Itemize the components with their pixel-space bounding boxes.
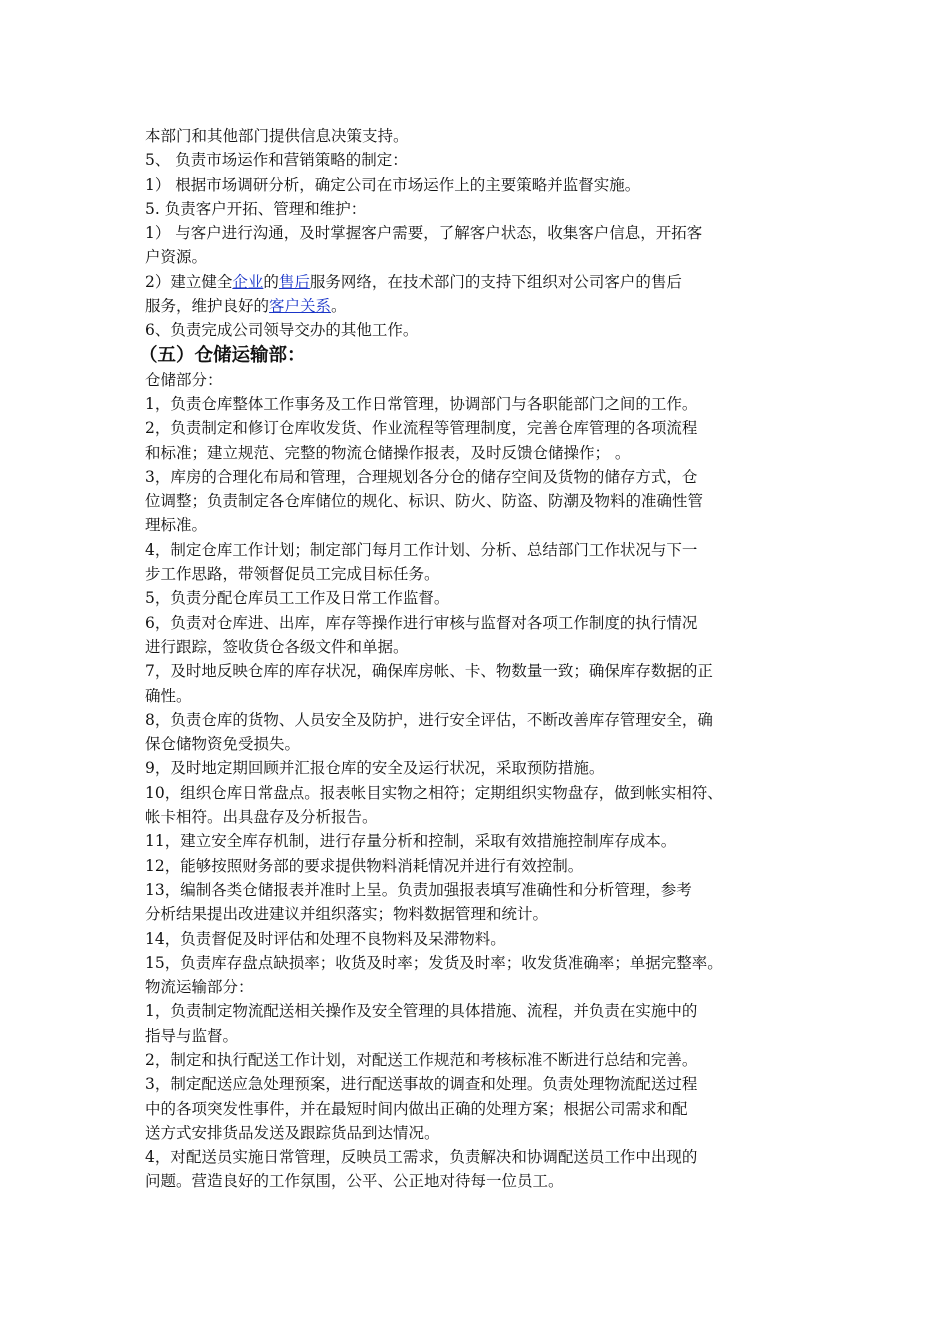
text-fragment: 服务网络，在技术部门的支持下组织对公司客户的售后 (309, 272, 682, 291)
link-customer-relation[interactable]: 客户关系 (269, 297, 332, 316)
text-line: 理标准。 (145, 516, 208, 535)
text-line: 5、 负责市场运作和营销策略的制定： (145, 151, 408, 170)
text-line: 1） 与客户进行沟通，及时掌握客户需要，了解客户状态，收集客户信息，开拓客 (145, 224, 703, 243)
text-line: 和标准；建立规范、完整的物流仓储操作报表，及时反馈仓储操作； 。 (145, 443, 631, 462)
text-line: 送方式安排货品发送及跟踪货品到达情况。 (145, 1123, 440, 1142)
logistics-lines (145, 999, 813, 1193)
text-line: 1） 根据市场调研分析，确定公司在市场运作上的主要策略并监督实施。 (145, 175, 641, 194)
text-line: 6、负责完成公司领导交办的其他工作。 (145, 321, 419, 340)
text-line: 11，建立安全库存机制，进行存量分析和控制，采取有效措施控制库存成本。 (145, 832, 677, 851)
link-aftersales[interactable]: 售后 (278, 272, 310, 291)
link-enterprise[interactable]: 企业 (232, 272, 264, 291)
text-line: 2，制定和执行配送工作计划，对配送工作规范和考核标准不断进行总结和完善。 (145, 1050, 698, 1069)
text-fragment: 服务，维护良好的 (145, 297, 270, 316)
subsection-title-warehouse: 仓储部分： (145, 370, 223, 389)
text-line: 位调整；负责制定各仓库储位的规化、标识、防火、防盗、防潮及物料的准确性管 (145, 492, 704, 511)
text-line: 3，制定配送应急处理预案，进行配送事故的调查和处理。负责处理物流配送过程 (145, 1075, 698, 1094)
text-line: 本部门和其他部门提供信息决策支持。 (145, 127, 409, 145)
text-line: 保仓储物资免受损失。 (145, 735, 301, 754)
text-line: 4，对配送员实施日常管理，反映员工需求，负责解决和协调配送员工作中出现的 (145, 1148, 698, 1167)
text-line: 6，负责对仓库进、出库，库存等操作进行审核与监督对各项工作制度的执行情况 (145, 613, 698, 632)
text-line: 7，及时地反映仓库的库存状况，确保库房帐、卡、物数量一致；确保库存数据的正 (145, 662, 713, 681)
text-line: 15，负责库存盘点缺损率；收货及时率；发货及时率；收发货准确率；单据完整率。 (145, 953, 723, 972)
text-fragment: 2）建立健全 (145, 272, 233, 291)
warehouse-lines (145, 392, 813, 975)
text-line: 问题。营造良好的工作氛围，公平、公正地对待每一位员工。 (145, 1172, 564, 1191)
text-line: 步工作思路，带领督促员工完成目标任务。 (145, 565, 440, 584)
document-page (139, 124, 813, 1194)
subsection-title-logistics: 物流运输部分： (145, 978, 254, 997)
text-fragment: 的 (263, 272, 279, 291)
text-line: 3，库房的合理化布局和管理，合理规划各分仓的储存空间及货物的储存方式，仓 (145, 467, 698, 486)
text-line: 8，负责仓库的货物、人员安全及防护，进行安全评估，不断改善库存管理安全，确 (145, 710, 713, 729)
text-line: 4，制定仓库工作计划；制定部门每月工作计划、分析、总结部门工作状况与下一 (145, 540, 698, 559)
text-line: 指导与监督。 (145, 1026, 239, 1045)
text-line: 12，能够按照财务部的要求提供物料消耗情况并进行有效控制。 (145, 856, 584, 875)
text-line-with-links (145, 270, 813, 294)
text-line: 10，组织仓库日常盘点。报表帐目实物之相符；定期组织实物盘存，做到帐实相符、 (145, 783, 723, 802)
text-line: 5. 负责客户开拓、管理和维护： (145, 199, 367, 218)
text-line: 确性。 (145, 686, 192, 705)
text-line: 1，负责制定物流配送相关操作及安全管理的具体措施、流程，并负责在实施中的 (145, 1002, 698, 1021)
text-line: 9，及时地定期回顾并汇报仓库的安全及运行状况，采取预防措施。 (145, 759, 605, 778)
text-line: 户资源。 (145, 248, 208, 267)
text-line: 13，编制各类仓储报表并准时上呈。负责加强报表填写准确性和分析管理，参考 (145, 880, 692, 899)
text-line: 进行跟踪，签收货仓各级文件和单据。 (145, 637, 409, 656)
text-line: 帐卡相符。出具盘存及分析报告。 (145, 808, 378, 827)
text-fragment: 。 (331, 297, 347, 316)
text-line: 1，负责仓库整体工作事务及工作日常管理，协调部门与各职能部门之间的工作。 (145, 394, 698, 413)
text-line-with-links (145, 294, 813, 318)
text-line: 分析结果提出改进建议并组织落实；物料数据管理和统计。 (145, 905, 549, 924)
section-heading: （五）仓储运输部： (139, 344, 306, 366)
text-line: 2，负责制定和修订仓库收发货、作业流程等管理制度，完善仓库管理的各项流程 (145, 419, 698, 438)
text-line: 14，负责督促及时评估和处理不良物料及呆滞物料。 (145, 929, 506, 948)
text-line: 5，负责分配仓库员工工作及日常工作监督。 (145, 589, 450, 608)
text-line: 中的各项突发性事件，并在最短时间内做出正确的处理方案；根据公司需求和配 (145, 1099, 688, 1118)
